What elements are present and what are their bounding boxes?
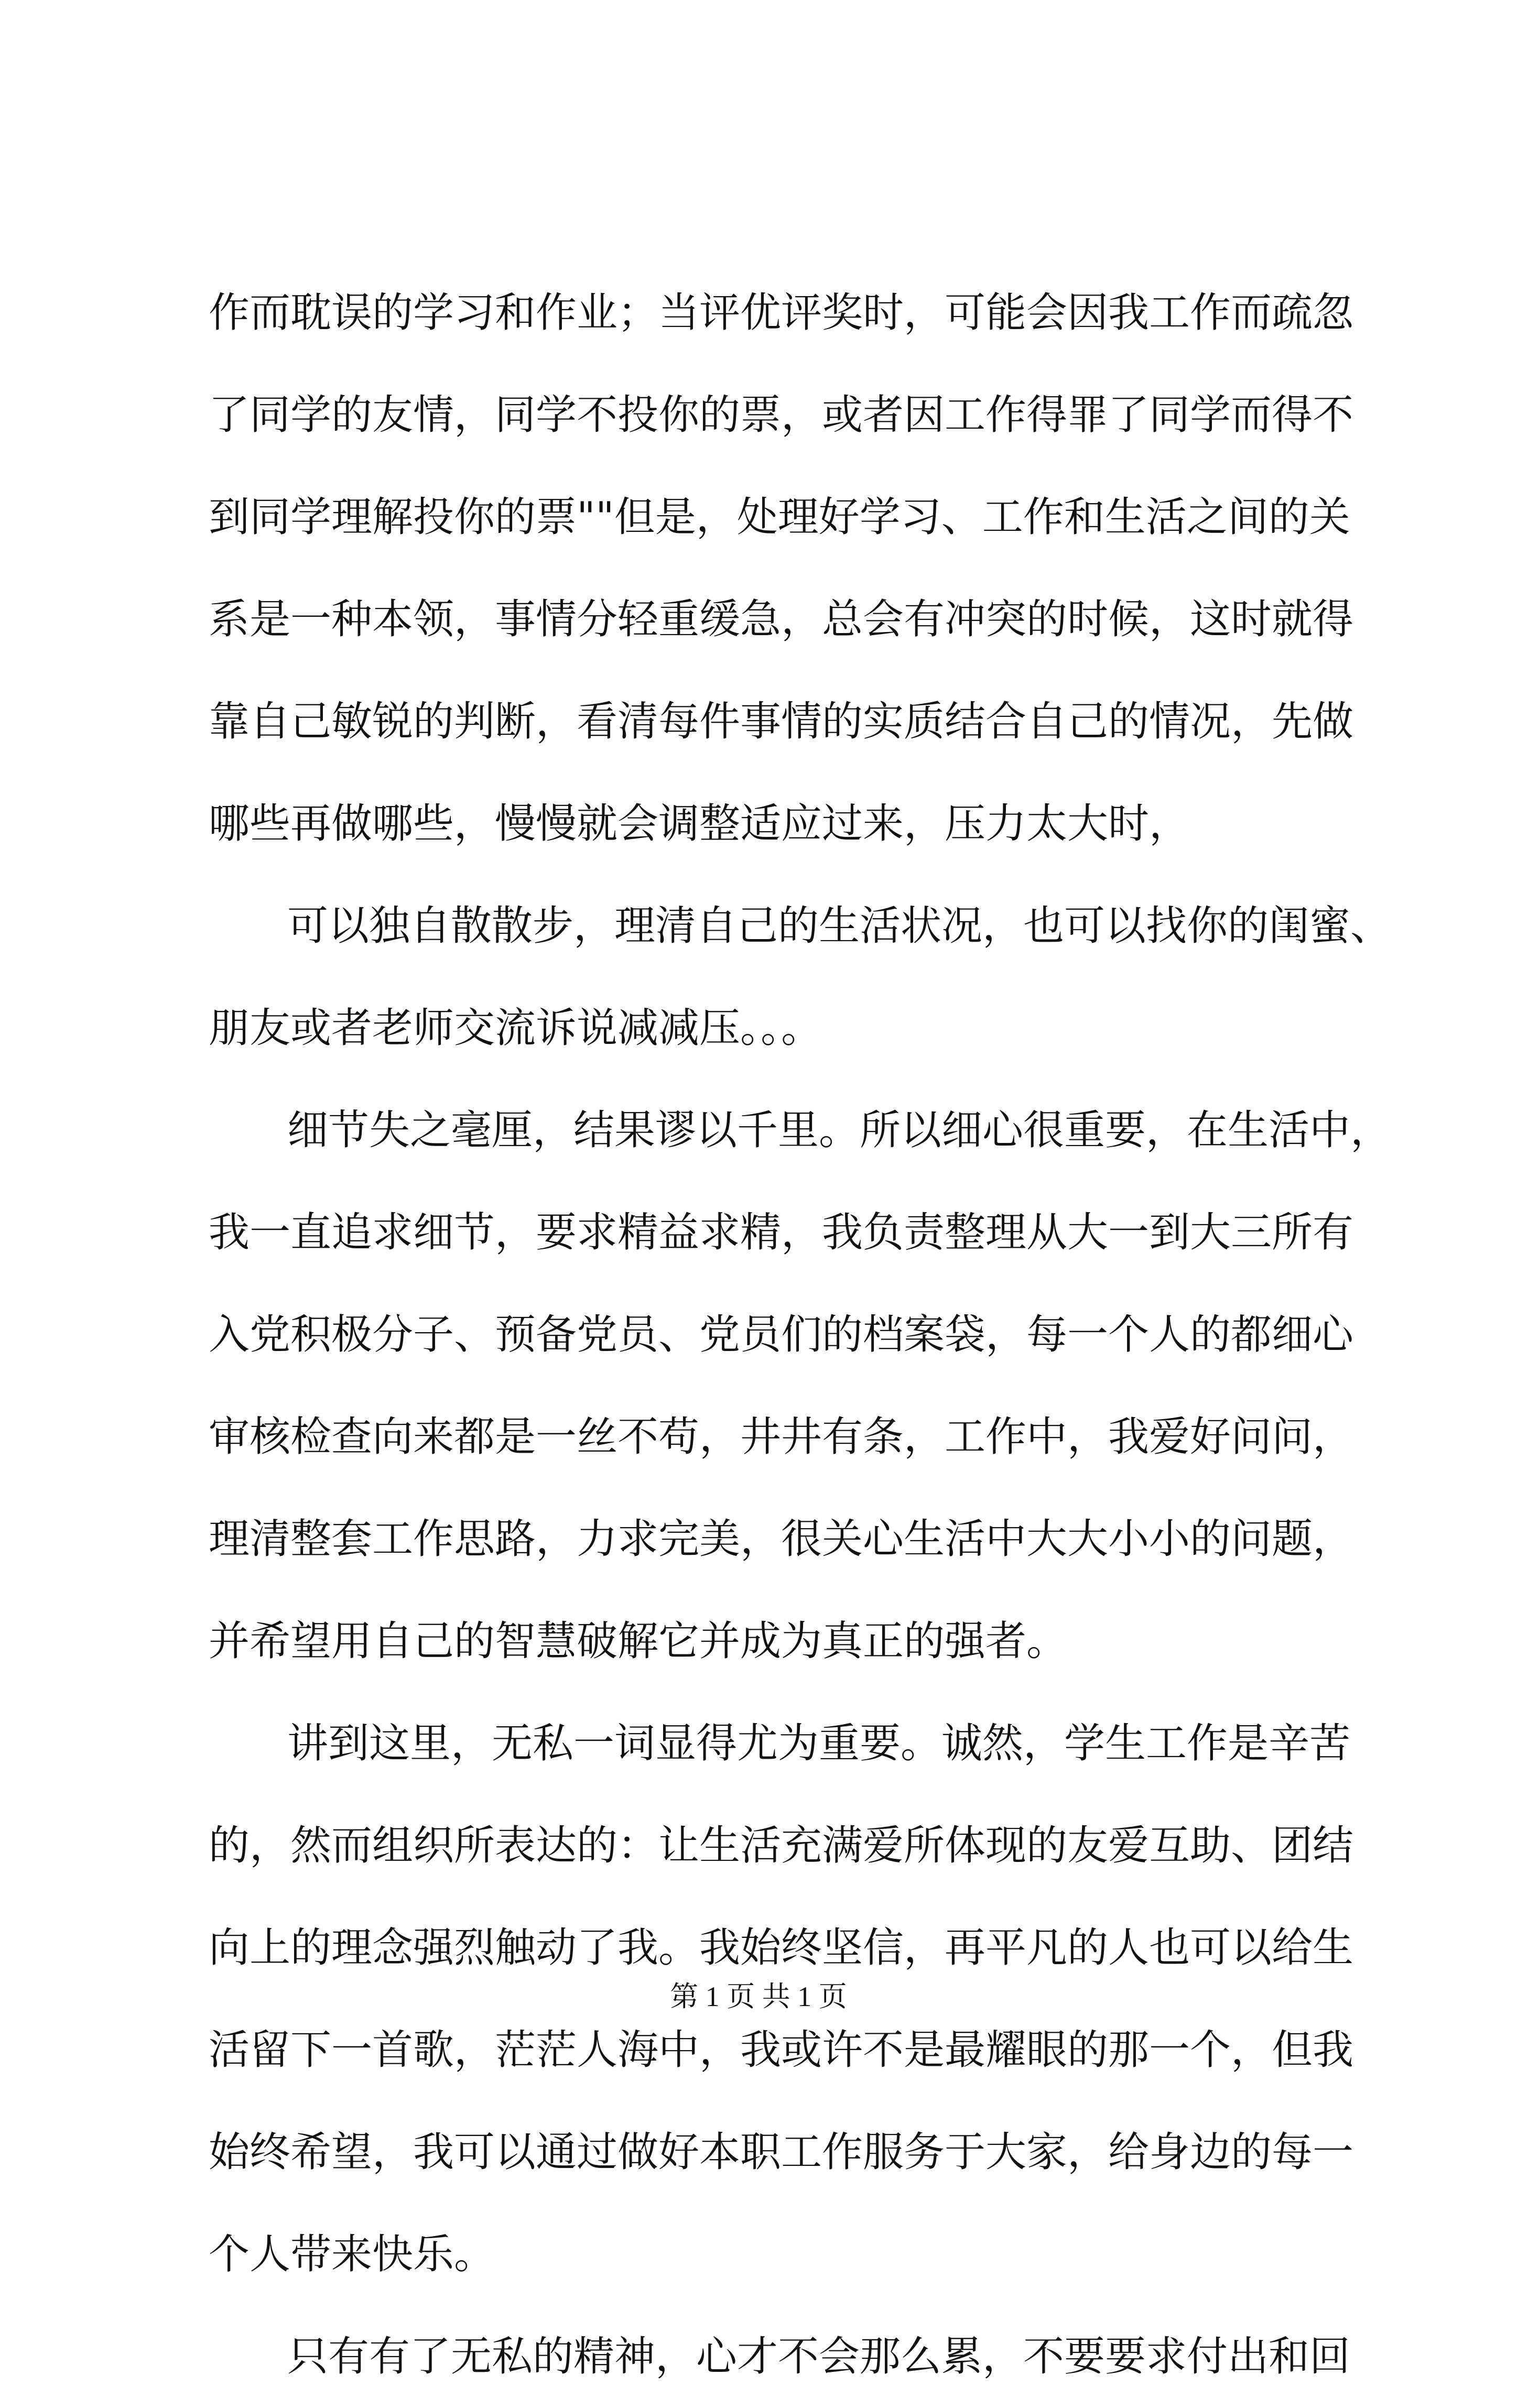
text-line: 个人带来快乐。 xyxy=(209,2231,495,2278)
text-line: 活留下一首歌，茫茫人海中，我或许不是最耀眼的那一个，但我 xyxy=(209,2026,1354,2074)
text-line: 靠自己敏锐的判断，看清每件事情的实质结合自己的情况，先做 xyxy=(209,698,1354,745)
text-line: 向上的理念强烈触动了我。我始终坚信，再平凡的人也可以给生 xyxy=(209,1924,1354,1971)
text-line: 入党积极分子、预备党员、党员们的档案袋，每一个人的都细心 xyxy=(209,1311,1354,1358)
paragraph-start-line: 讲到这里，无私一词显得尤为重要。诚然，学生工作是辛苦 xyxy=(287,1720,1351,1767)
text-line: 到同学理解投你的票""但是，处理好学习、工作和生活之间的关 xyxy=(209,494,1350,541)
text-line: 审核检查向来都是一丝不苟，井井有条，工作中，我爱好问问， xyxy=(209,1413,1354,1461)
text-line: 并希望用自己的智慧破解它并成为真正的强者。 xyxy=(209,1618,1068,1665)
text-line: 我一直追求细节，要求精益求精，我负责整理从大一到大三所有 xyxy=(209,1209,1354,1256)
paragraph-start-line: 细节失之毫厘，结果谬以千里。所以细心很重要，在生活中， xyxy=(287,1107,1392,1154)
text-line: 作而耽误的学习和作业；当评优评奖时，可能会因我工作而疏忽 xyxy=(209,289,1354,336)
text-line: 了同学的友情，同学不投你的票，或者因工作得罪了同学而得不 xyxy=(209,391,1354,439)
paragraph-start-line: 可以独自散散步，理清自己的生活状况，也可以找你的闺蜜、 xyxy=(287,902,1392,950)
text-line: 朋友或者老师交流诉说减减压。。。 xyxy=(209,1005,822,1052)
text-line: 系是一种本领，事情分轻重缓急，总会有冲突的时候，这时就得 xyxy=(209,596,1354,643)
text-line: 哪些再做哪些，慢慢就会调整适应过来，压力太大时， xyxy=(209,800,1190,847)
text-line: 始终希望，我可以通过做好本职工作服务于大家，给身边的每一 xyxy=(209,2129,1354,2176)
text-line: 的，然而组织所表达的：让生活充满爱所体现的友爱互助、团结 xyxy=(209,1822,1354,1869)
paragraph-start-line: 只有有了无私的精神，心才不会那么累，不要要求付出和回 xyxy=(287,2333,1351,2380)
text-line: 理清整套工作思路，力求完美，很关心生活中大大小小的问题， xyxy=(209,1516,1354,1563)
page-number-footer: 第 1 页 共 1 页 xyxy=(670,1981,847,2012)
body-text xyxy=(209,262,1392,2408)
